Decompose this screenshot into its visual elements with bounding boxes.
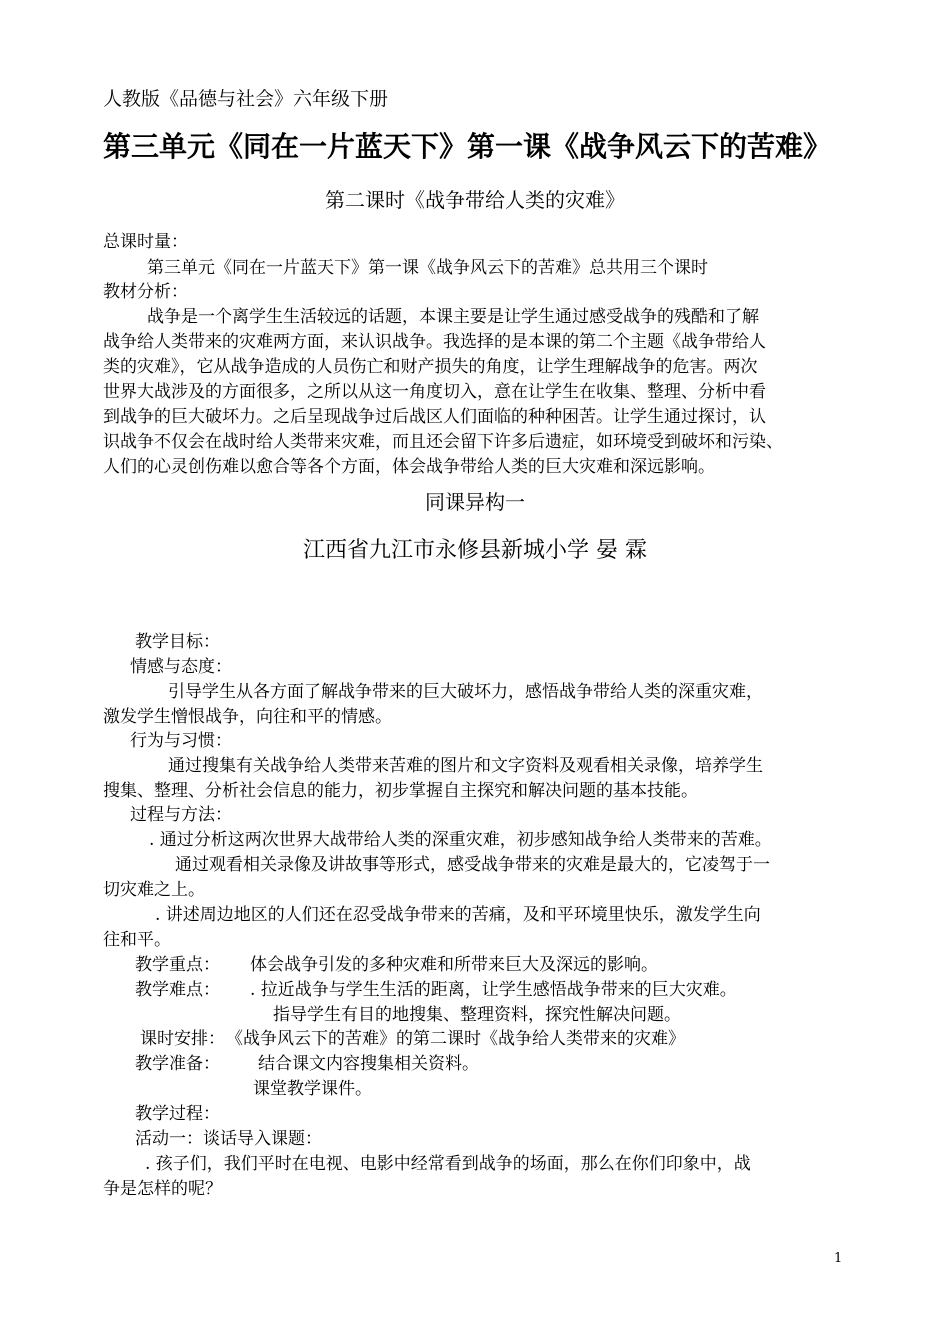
schedule-label: 课时安排： — [140, 1029, 225, 1049]
emotion-line: 激发学生憎恨战争，向往和平的情感。 — [103, 707, 392, 727]
analysis-line: 类的灾难》，它从战争造成的人员伤亡和财产损失的角度，让学生理解战争的危害。两次 — [103, 357, 758, 377]
document-header: 人教版《品德与社会》六年级下册 — [103, 88, 389, 110]
prep-text: 课堂教学课件。 — [253, 1079, 372, 1099]
activity1-line: . 孩子们，我们平时在电视、电影中经常看到战争的场面，那么在你们印象中，战 — [145, 1154, 751, 1174]
difficult-text: . 拉近战争与学生生活的距离，让学生感悟战争带来的巨大灾难。 — [250, 980, 737, 1000]
schedule-text: 《战争风云下的苦难》的第二课时《战争给人类带来的灾难》 — [226, 1029, 685, 1049]
behavior-line: 通过搜集有关战争给人类带来苦难的图片和文字资料及观看相关录像，培养学生 — [168, 756, 763, 776]
analysis-label: 教材分析： — [103, 282, 188, 302]
activity1-line: 争是怎样的呢？ — [103, 1179, 222, 1199]
total-hours-label: 总课时量： — [103, 232, 188, 252]
emotion-label: 情感与态度： — [130, 657, 232, 677]
process-line: . 讲述周边地区的人们还在忍受战争带来的苦痛，及和平环境里快乐，激发学生向 — [155, 905, 761, 925]
author-line: 江西省九江市永修县新城小学 晏 霖 — [303, 538, 647, 563]
difficult-text: 指导学生有目的地搜集、整理资料，探究性解决问题。 — [273, 1005, 681, 1025]
prep-label: 教学准备： — [135, 1054, 220, 1074]
analysis-line: 识战争不仅会在战时给人类带来灾难，而且还会留下许多后遗症，如环境受到破坏和污染、 — [103, 432, 783, 452]
variant-title: 同课异构一 — [425, 490, 525, 514]
analysis-line: 世界大战涉及的方面很多，之所以从这一角度切入，意在让学生在收集、整理、分析中看 — [103, 382, 766, 402]
activity1-label: 活动一：谈话导入课题： — [135, 1129, 322, 1149]
goals-label: 教学目标： — [135, 632, 220, 652]
lesson-title: 第二课时《战争带给人类的灾难》 — [325, 188, 625, 212]
analysis-line: 战争是一个离学生生活较远的话题，本课主要是让学生通过感受战争的残酷和了解 — [147, 307, 759, 327]
page-number: 1 — [834, 1251, 843, 1266]
key-label: 教学重点： — [135, 955, 220, 975]
total-hours-text: 第三单元《同在一片蓝天下》第一课《战争风云下的苦难》总共用三个课时 — [147, 258, 708, 278]
process-line: . 通过分析这两次世界大战带给人类的深重灾难，初步感知战争给人类带来的苦难。 — [149, 830, 772, 850]
process-line: 通过观看相关录像及讲故事等形式，感受战争带来的灾难是最大的，它凌驾于一 — [175, 855, 770, 875]
process-label: 过程与方法： — [130, 805, 232, 825]
analysis-line: 到战争的巨大破坏力。之后呈现战争过后战区人们面临的种种困苦。让学生通过探讨，认 — [103, 407, 766, 427]
behavior-line: 搜集、整理、分析社会信息的能力，初步掌握自主探究和解决问题的基本技能。 — [103, 781, 698, 801]
difficult-label: 教学难点： — [135, 980, 220, 1000]
emotion-line: 引导学生从各方面了解战争带来的巨大破坏力，感悟战争带给人类的深重灾难， — [168, 682, 763, 702]
prep-text: 结合课文内容搜集相关资料。 — [258, 1054, 479, 1074]
analysis-line: 人们的心灵创伤难以愈合等各个方面，体会战争带给人类的巨大灾难和深远影响。 — [103, 457, 715, 477]
process-line: 切灾难之上。 — [103, 880, 205, 900]
procedure-label: 教学过程： — [135, 1104, 220, 1124]
behavior-label: 行为与习惯： — [130, 731, 232, 751]
process-line: 往和平。 — [103, 930, 171, 950]
key-text: 体会战争引发的多种灾难和所带来巨大及深远的影响。 — [250, 955, 658, 975]
analysis-line: 战争给人类带来的灾难两方面，来认识战争。我选择的是本课的第二个主题《战争带给人 — [103, 332, 766, 352]
unit-title: 第三单元《同在一片蓝天下》第一课《战争风云下的苦难》 — [103, 130, 832, 163]
